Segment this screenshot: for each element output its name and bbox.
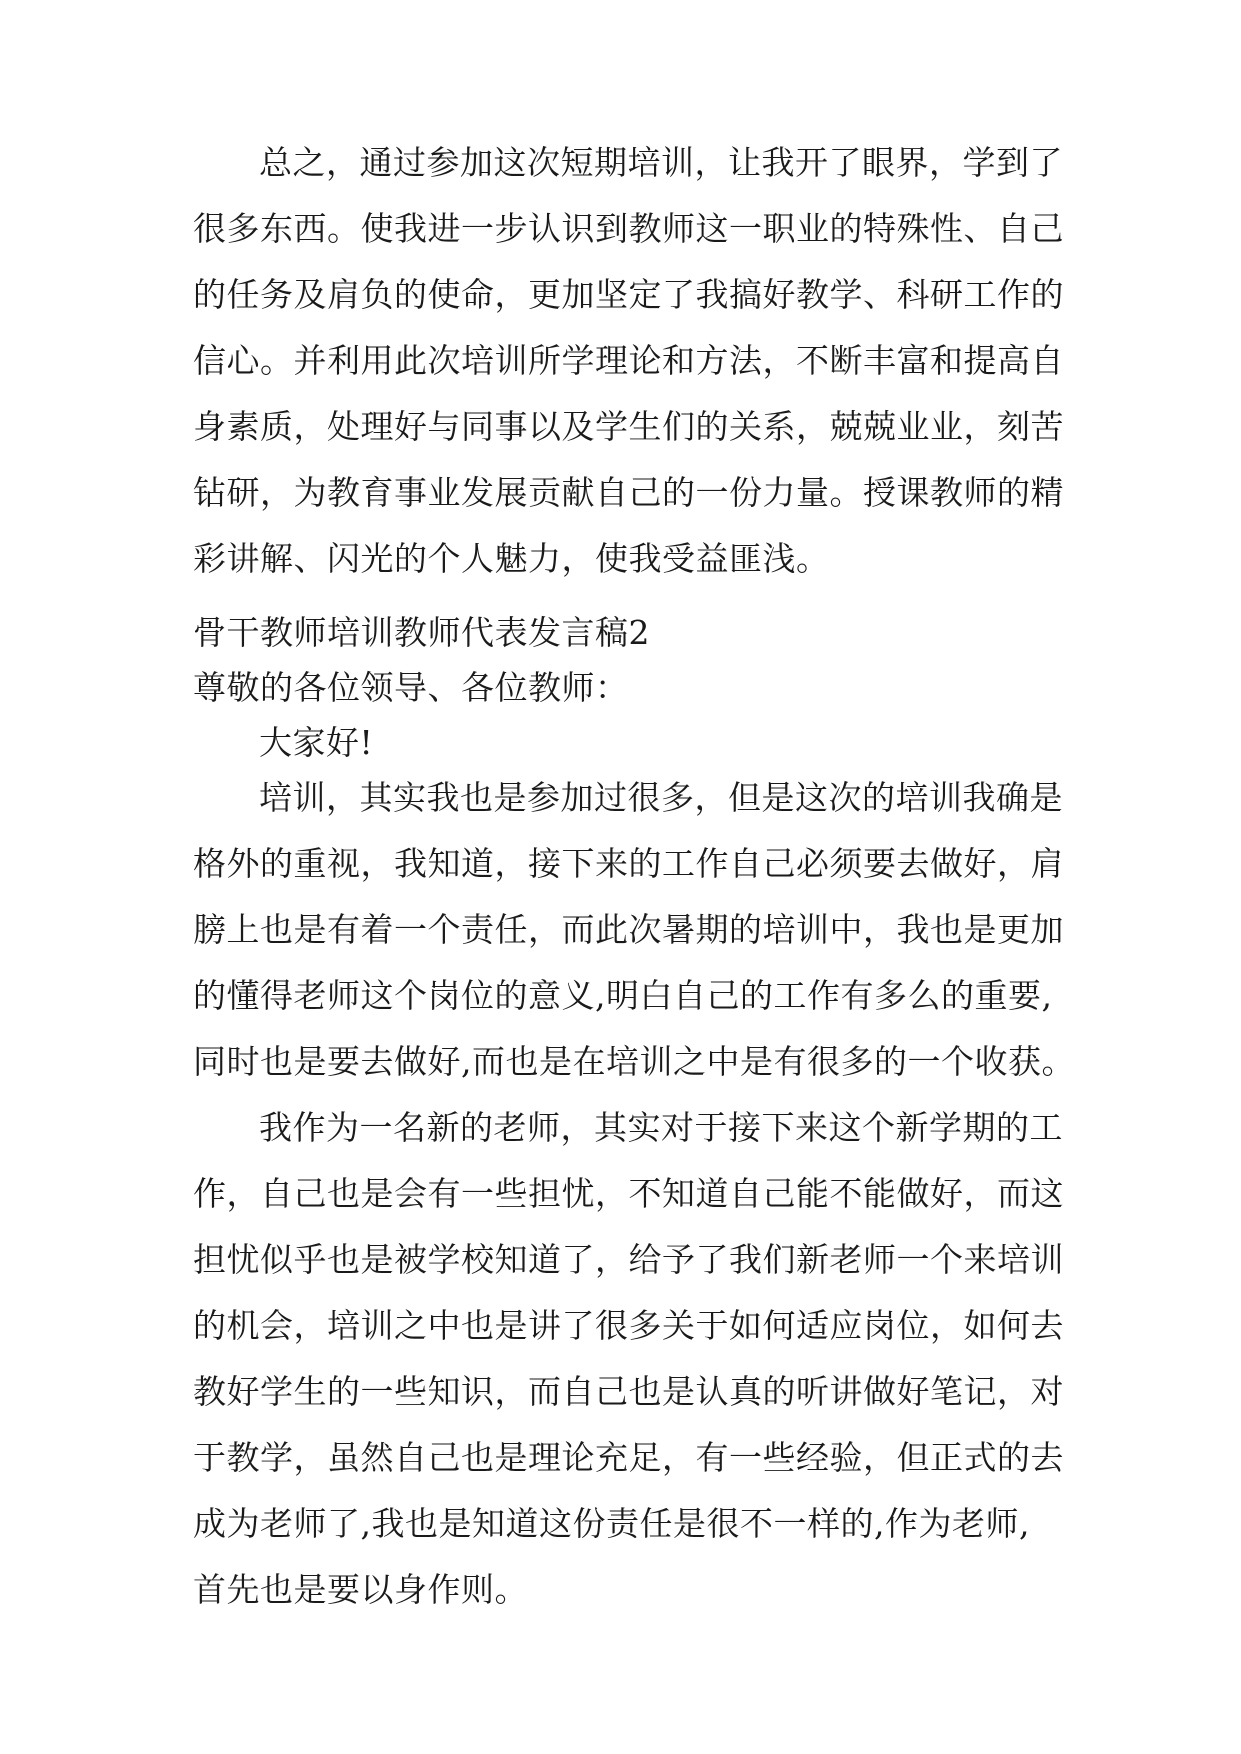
paragraph-3-line: 担忧似乎也是被学校知道了，给予了我们新老师一个来培训 bbox=[193, 1240, 1064, 1279]
document-title: 骨干教师培训教师代表发言稿2 bbox=[193, 613, 650, 652]
paragraph-3-line: 我作为一名新的老师，其实对于接下来这个新学期的工 bbox=[259, 1108, 1063, 1147]
paragraph-2-line: 格外的重视，我知道，接下来的工作自己必须要去做好，肩 bbox=[193, 844, 1064, 883]
paragraph-1-line: 很多东西。使我进一步认识到教师这一职业的特殊性、自己 bbox=[193, 209, 1064, 248]
paragraph-1-line: 彩讲解、闪光的个人魅力，使我受益匪浅。 bbox=[193, 539, 830, 578]
paragraph-1 bbox=[193, 143, 1064, 605]
salutation: 尊敬的各位领导、各位教师： bbox=[193, 668, 629, 707]
paragraph-2-line: 培训，其实我也是参加过很多，但是这次的培训我确是 bbox=[259, 778, 1063, 817]
paragraph-3-line: 成为老师了,我也是知道这份责任是很不一样的,作为老师, bbox=[193, 1504, 1030, 1543]
paragraph-2-line: 的懂得老师这个岗位的意义,明白自己的工作有多么的重要, bbox=[193, 976, 1053, 1015]
paragraph-1-line: 身素质，处理好与同事以及学生们的关系，兢兢业业，刻苦 bbox=[193, 407, 1064, 446]
paragraph-1-line: 的任务及肩负的使命，更加坚定了我搞好教学、科研工作的 bbox=[193, 275, 1064, 314]
paragraph-1-line: 钻研，为教育事业发展贡献自己的一份力量。授课教师的精 bbox=[193, 473, 1064, 512]
greeting: 大家好! bbox=[259, 723, 374, 762]
paragraph-3-line: 作，自己也是会有一些担忧，不知道自己能不能做好，而这 bbox=[193, 1174, 1064, 1213]
paragraph-3-line: 教好学生的一些知识，而自己也是认真的听讲做好笔记，对 bbox=[193, 1372, 1064, 1411]
paragraph-1-line: 总之，通过参加这次短期培训，让我开了眼界，学到了 bbox=[259, 143, 1063, 182]
paragraph-3 bbox=[193, 1108, 1064, 1636]
paragraph-3-line: 于教学，虽然自己也是理论充足，有一些经验，但正式的去 bbox=[193, 1438, 1064, 1477]
paragraph-2 bbox=[193, 778, 1075, 1108]
paragraph-2-line: 膀上也是有着一个责任，而此次暑期的培训中，我也是更加 bbox=[193, 910, 1064, 949]
paragraph-1-line: 信心。并利用此次培训所学理论和方法，不断丰富和提高自 bbox=[193, 341, 1064, 380]
paragraph-3-line: 首先也是要以身作则。 bbox=[193, 1570, 528, 1609]
paragraph-3-line: 的机会，培训之中也是讲了很多关于如何适应岗位，如何去 bbox=[193, 1306, 1064, 1345]
paragraph-2-line: 同时也是要去做好,而也是在培训之中是有很多的一个收获。 bbox=[193, 1042, 1075, 1081]
